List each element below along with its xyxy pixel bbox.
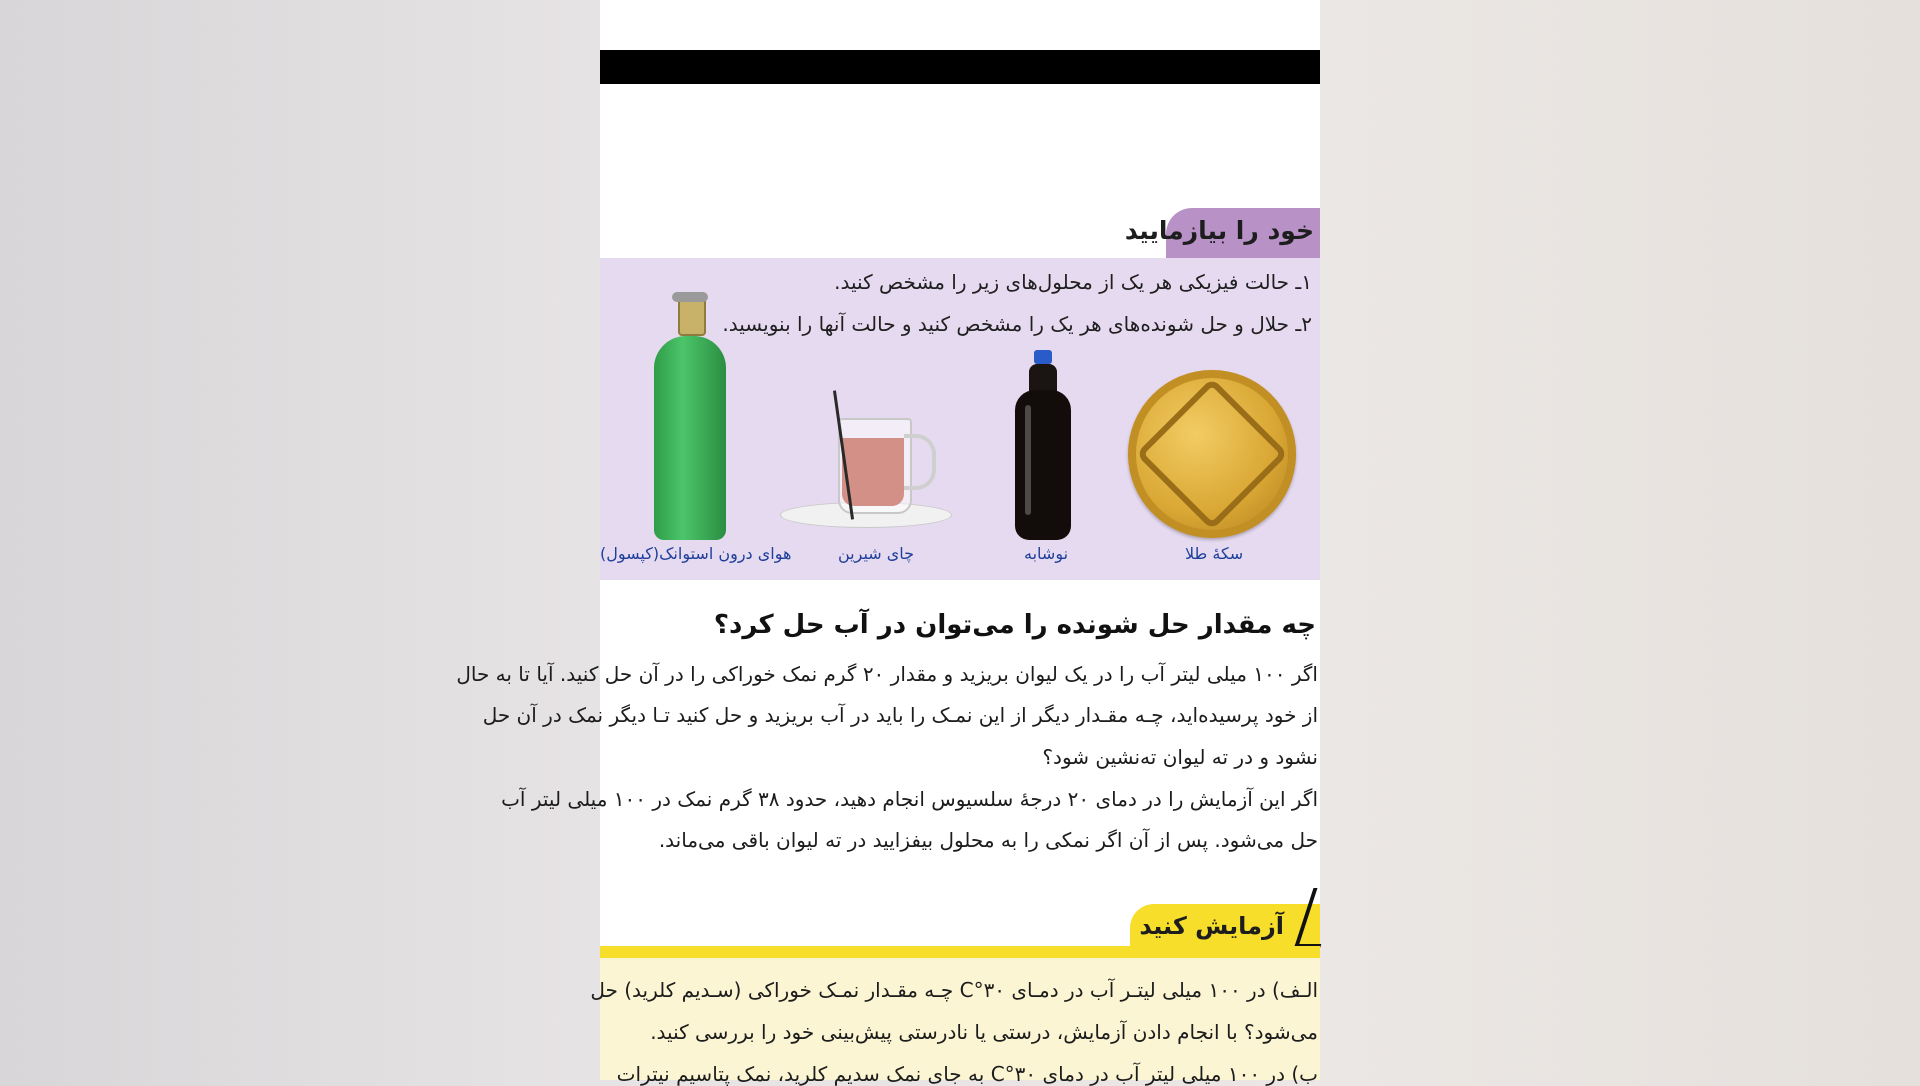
tea-glass-image (780, 390, 950, 535)
caption-drink: نوشابه (1024, 544, 1069, 563)
self-test-line-2: ۲ـ حلال و حل شونده‌های هر یک را مشخص کنید و حالت آنها را بنویسید. (722, 312, 1312, 336)
section-line-2: از خود پرسیده‌اید، چـه مقـدار دیگر از این نمـک را باید در آب بریزید و حل کنید تـا دیگر نمک در آن حل (482, 703, 1318, 727)
experiment-tab (1130, 904, 1320, 950)
experiment-line-1: الـف) در ۱۰۰ میلی لیتـر آب در دمـای ۳۰°C چـه مقـدار نمـک خوراکی (سـدیم کلرید) حل (590, 978, 1318, 1002)
textbook-page (456, 0, 1320, 1086)
experiment-line-3: ب) در ۱۰۰ میلی لیتر آب در دمای ۳۰°C به جای نمک سدیم کلرید، نمک پتاسیم نیترات (616, 1062, 1318, 1086)
section-line-5: حل می‌شود. پس از آن اگر نمکی را به محلول بیفزایید در ته لیوان باقی می‌ماند. (658, 828, 1318, 852)
experiment-box (590, 958, 1320, 1086)
gas-tank-image (650, 292, 730, 540)
self-test-line-1: ۱ـ حالت فیزیکی هر یک از محلول‌های زیر را مشخص کنید. (834, 270, 1312, 294)
section-line-3: نشود و در ته لیوان ته‌نشین شود؟ (1042, 745, 1318, 769)
gold-coin-image (1128, 370, 1296, 538)
top-black-bar (600, 50, 1320, 84)
soda-bottle-image (1015, 350, 1071, 540)
caption-coin: سکهٔ طلا (1185, 544, 1244, 563)
self-test-tab (1124, 208, 1320, 258)
caption-tank: هوای درون استوانک(کپسول) (600, 544, 792, 563)
section-heading: چه مقدار حل شونده را می‌توان در آب حل کرد؟ (713, 610, 1316, 640)
experiment-bar (600, 946, 1320, 958)
section-line-4: اگر این آزمایش را در دمای ۲۰ درجهٔ سلسیوس انجام دهید، حدود ۳۸ گرم نمک در ۱۰۰ میلی لیتر آب (501, 787, 1318, 811)
caption-tea: چای شیرین (838, 544, 915, 563)
experiment-line-2: می‌شود؟ با انجام دادن آزمایش، درستی یا نادرستی پیش‌بینی خود را بررسی کنید. (650, 1020, 1318, 1044)
experiment-title: آزمایش کنید (1139, 912, 1284, 940)
section-line-1: اگر ۱۰۰ میلی لیتر آب را در یک لیوان بریزید و مقدار ۲۰ گرم نمک خوراکی را در آن حل کنید. آیا تا به حال (456, 662, 1318, 686)
self-test-title: خود را بیازمایید (1124, 216, 1314, 245)
